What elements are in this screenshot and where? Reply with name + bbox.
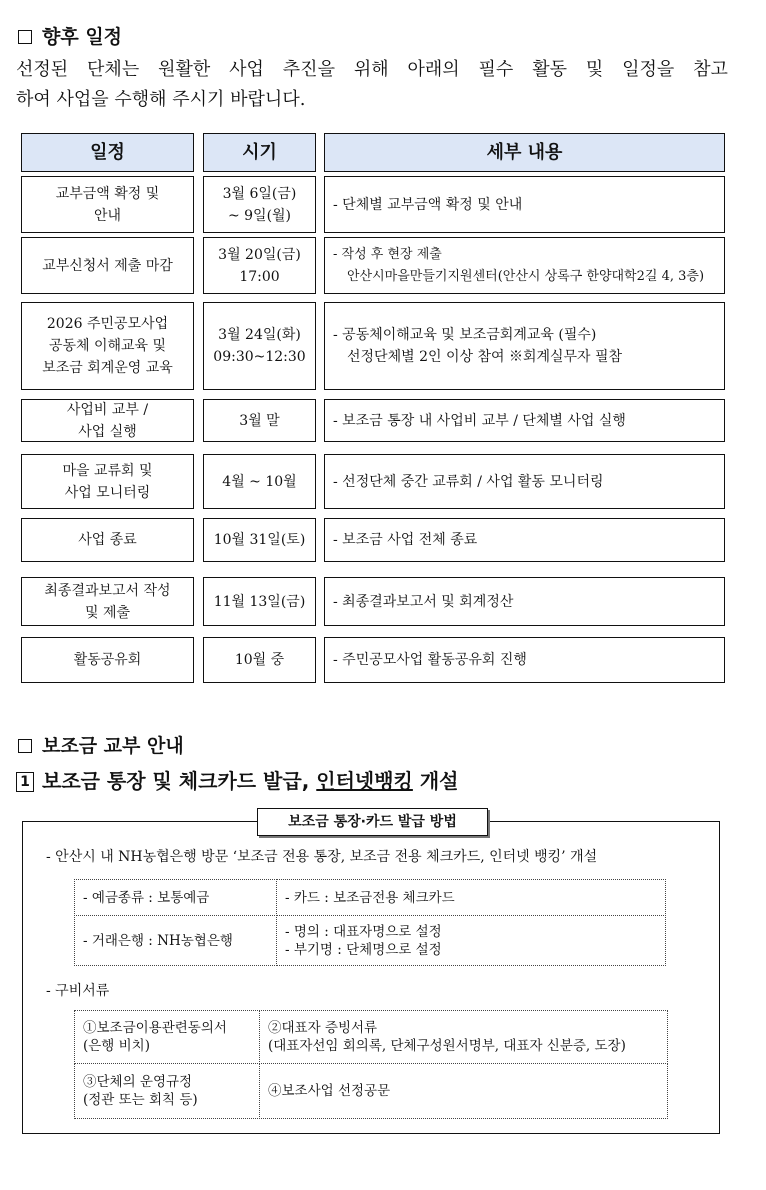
- schedule-when-cell: [203, 518, 316, 562]
- doc-3-line-2: (정관 또는 회칙 등): [83, 1092, 198, 1108]
- when-line: 3월 말: [239, 412, 280, 429]
- intro-word: 일정을: [622, 59, 675, 80]
- doc-2-line-2: (대표자선임 회의록, 단체구성원서명부, 대표자 신분증, 도장): [268, 1038, 626, 1054]
- name-line: 사업 종료: [78, 532, 137, 548]
- schedule-detail-cell: [324, 518, 725, 562]
- name-line: 교부신청서 제출 마감: [42, 257, 173, 274]
- intro-line-1: [16, 55, 728, 85]
- when-line: ~ 9일(월): [227, 207, 292, 224]
- schedule-when-cell: [203, 237, 316, 294]
- schedule-detail-cell: [324, 399, 725, 442]
- intro-word: 추진을: [282, 59, 335, 80]
- detail-line: - 선정단체 중간 교류회 / 사업 활동 모니터링: [333, 473, 604, 490]
- header-cell: [203, 133, 316, 172]
- schedule-detail-cell: [324, 302, 725, 390]
- bank-name: - 거래은행 : NH농협은행: [83, 932, 233, 949]
- docs-title: - 구비서류: [46, 983, 110, 999]
- when-line: 3월 6일(금): [222, 185, 297, 202]
- name-line: 마을 교류회 및: [62, 462, 153, 479]
- section-heading-schedule: [18, 22, 122, 49]
- square-bullet-icon: [18, 30, 32, 44]
- schedule-name-cell: [21, 577, 194, 626]
- when-line: 3월 24일(화): [218, 327, 301, 343]
- doc-cell-2: [259, 1010, 668, 1064]
- schedule-detail-cell: [324, 237, 725, 294]
- intro-paragraph: [16, 55, 728, 115]
- name-line: 안내: [93, 207, 122, 224]
- intro-word: 및: [585, 59, 604, 80]
- detail-line: - 보조금 통장 내 사업비 교부 / 단체별 사업 실행: [333, 412, 626, 429]
- doc-1-line-2: (은행 비치): [83, 1038, 150, 1054]
- schedule-when-cell: [203, 302, 316, 390]
- intro-line-2: 하여 사업을 수행해 주시기 바랍니다.: [16, 89, 306, 110]
- schedule-name-cell: [21, 637, 194, 683]
- detail-line: 선정단체별 2인 이상 참여 ※회계실무자 필참: [347, 349, 623, 365]
- schedule-when-cell: [203, 176, 316, 233]
- card-type-cell: [276, 879, 666, 916]
- method-tag: 보조금 통장·카드 발급 방법: [257, 808, 488, 836]
- name-line: 사업 실행: [78, 423, 137, 440]
- account-name-cell: [276, 915, 666, 966]
- schedule-when-cell: [203, 454, 316, 509]
- detail-line: - 단체별 교부금액 확정 및 안내: [333, 196, 523, 213]
- schedule-when-cell: [203, 399, 316, 442]
- intro-word: 단체는: [87, 59, 140, 80]
- doc-cell-4: [259, 1063, 668, 1119]
- section-heading-subsidy: [18, 731, 184, 758]
- name-line: 사업비 교부 /: [66, 401, 149, 418]
- doc-cell-1: [74, 1010, 260, 1064]
- section-title: 보조금 교부 안내: [42, 735, 184, 757]
- schedule-name-cell: [21, 237, 194, 294]
- subsection-title-underlined: 인터넷뱅킹: [316, 769, 413, 793]
- schedule-detail-cell: [324, 637, 725, 683]
- schedule-detail-cell: [324, 454, 725, 509]
- detail-line: 안산시마을만들기지원센터(안산시 상록구 한양대학2길 4, 3층): [347, 268, 705, 284]
- when-line: 09:30~12:30: [213, 349, 306, 365]
- number-box: 1: [16, 772, 34, 792]
- schedule-detail-cell: [324, 176, 725, 233]
- intro-word: 위해: [353, 59, 389, 80]
- schedule-name-cell: [21, 176, 194, 233]
- subsection-title-end: 개설: [412, 769, 459, 793]
- name-line: 교부금액 확정 및: [55, 185, 160, 202]
- account-holder: - 명의 : 대표자명으로 설정: [285, 923, 442, 940]
- name-line: 활동공유회: [73, 652, 142, 668]
- name-line: 공동체 이해교육 및: [48, 338, 167, 354]
- schedule-name-cell: [21, 454, 194, 509]
- deposit-type-cell: [74, 879, 277, 916]
- schedule-name-cell: [21, 518, 194, 562]
- subsection-heading: [16, 765, 458, 794]
- header-label: 일정: [90, 141, 125, 163]
- schedule-name-cell: [21, 302, 194, 390]
- detail-line: - 작성 후 현장 제출: [333, 246, 442, 262]
- deposit-type: - 예금종류 : 보통예금: [83, 889, 210, 906]
- schedule-name-cell: [21, 399, 194, 442]
- intro-word: 아래의: [407, 59, 460, 80]
- header-label: 시기: [242, 141, 277, 163]
- name-line: 2026 주민공모사업: [46, 316, 169, 332]
- subsection-title: 보조금 통장 및 체크카드 발급,: [42, 769, 317, 793]
- intro-word: 필수: [478, 59, 514, 80]
- schedule-when-cell: [203, 637, 316, 683]
- when-line: 3월 20일(금): [218, 246, 301, 263]
- intro-word: 원활한: [158, 59, 211, 80]
- doc-1-line-1: ①보조금이용관련동의서: [83, 1020, 227, 1036]
- when-line: 10월 31일(토): [213, 532, 306, 548]
- square-bullet-icon: [18, 739, 32, 753]
- intro-word: 선정된: [16, 59, 69, 80]
- intro-word: 참고: [693, 59, 728, 80]
- bank-cell: [74, 915, 277, 966]
- detail-line: - 최종결과보고서 및 회계정산: [333, 593, 514, 610]
- account-subname: - 부기명 : 단체명으로 설정: [285, 941, 442, 958]
- header-cell: [324, 133, 725, 172]
- doc-cell-3: [74, 1063, 260, 1119]
- when-line: 17:00: [239, 268, 280, 285]
- doc-3-line-1: ③단체의 운영규정: [83, 1074, 193, 1090]
- schedule-detail-cell: [324, 577, 725, 626]
- name-line: 최종결과보고서 작성: [44, 582, 171, 599]
- detail-line: - 공동체이해교육 및 보조금회계교육 (필수): [333, 327, 597, 343]
- intro-word: 활동: [532, 59, 567, 80]
- section-title: 향후 일정: [42, 26, 123, 48]
- card-type: - 카드 : 보조금전용 체크카드: [285, 889, 455, 906]
- detail-line: - 주민공모사업 활동공유회 진행: [333, 652, 527, 668]
- doc-4-line-1: ④보조사업 선정공문: [268, 1083, 391, 1099]
- header-label: 세부 내용: [486, 141, 563, 163]
- doc-2-line-1: ②대표자 증빙서류: [268, 1020, 378, 1036]
- name-line: 보조금 회계운영 교육: [42, 360, 173, 376]
- when-line: 11월 13일(금): [213, 593, 306, 610]
- detail-line: - 보조금 사업 전체 종료: [333, 532, 478, 548]
- name-line: 사업 모니터링: [64, 484, 151, 501]
- visit-line: - 안산시 내 NH농협은행 방문 ‘보조금 전용 통장, 보조금 전용 체크카드, 인터넷 뱅킹’ 개설: [46, 849, 598, 865]
- when-line: 4월 ~ 10월: [222, 473, 297, 490]
- schedule-when-cell: [203, 577, 316, 626]
- when-line: 10월 중: [234, 652, 285, 668]
- name-line: 및 제출: [84, 604, 130, 621]
- intro-word: 사업: [229, 59, 264, 80]
- header-cell: [21, 133, 194, 172]
